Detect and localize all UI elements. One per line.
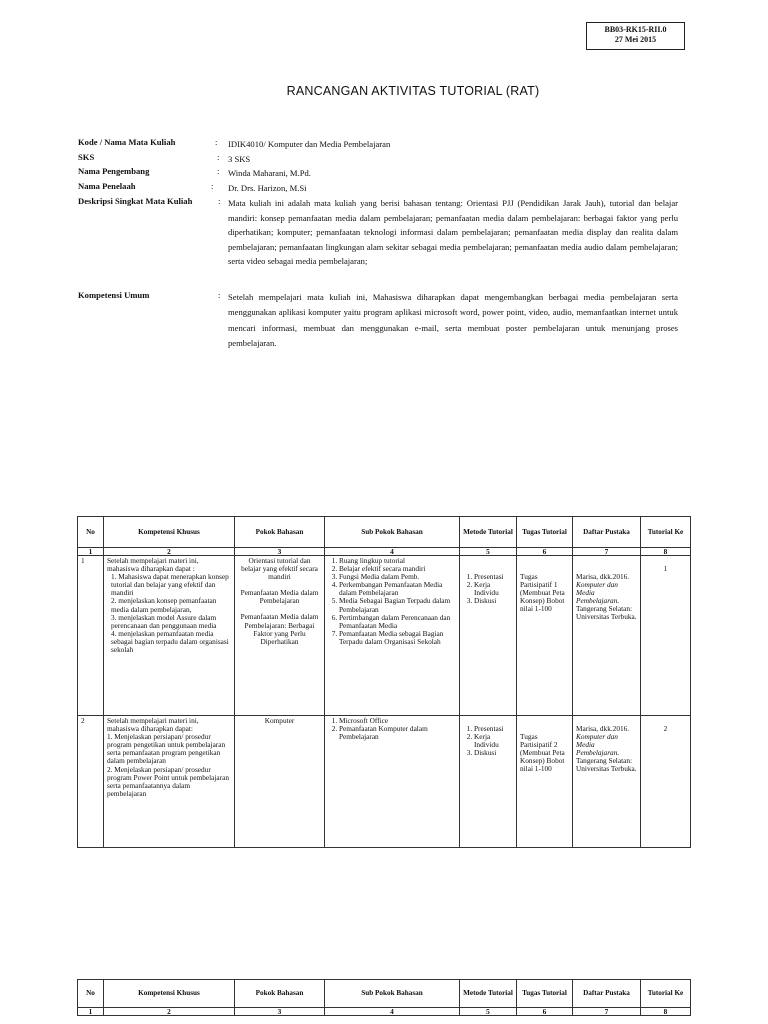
tutorial-ke-cell: 1 — [641, 556, 691, 716]
header-tutorial-ke: Tutorial Ke — [641, 980, 691, 1008]
tugas-tutorial-cell: Tugas Partisipatif 1 (Membuat Peta Konsep) Bobot nilai 1-100 — [517, 556, 573, 716]
info-value: Mata kuliah ini adalah mata kuliah yang berisi bahasan tentang: Orientasi PJJ (Pendidikan Jarak Jauh), tutorial dan belajar mandiri: konsep pemanfaatan media dalam pembelajaran; pemanfaatan media dalam pembelajaran: berbagai faktor yang perlu diperhatikan; komputer; pemanfaatan teknologi informasi dalam pembelajaran; pemanfaatan media display dan realita dalam pembelajaran; pemanfaatan lingkungan alam sekitar sebagai media pembelajaran; pemanfaatan media audio dalam pembelajaran; serta video sebagai media pembelajaran; — [228, 198, 678, 267]
header-metode-tutorial: Metode Tutorial — [460, 980, 517, 1008]
header-kompetensi-khusus: Kompetensi Khusus — [104, 980, 235, 1008]
info-label: Nama Pengembang — [78, 166, 150, 176]
info-label: Deskripsi Singkat Mata Kuliah — [78, 196, 193, 206]
metode-tutorial-cell: 1. Presentasi 2. Kerja Individu 3. Diskusi — [460, 716, 517, 848]
sub-pokok-bahasan-cell: 1. Microsoft Office 2. Pemanfaatan Komputer dalam Pembelajaran — [325, 716, 460, 848]
pokok-bahasan-cell: Orientasi tutorial dan belajar yang efektif secara mandiri Pemanfaatan Media dalam Pembelajaran Pemanfaatan Media dalam Pembelajaran: Berbagai Faktor yang Perlu Diperhatikan — [235, 556, 325, 716]
table-header-row — [78, 980, 691, 1008]
info-label: Kode / Nama Mata Kuliah — [78, 137, 176, 147]
header-no: No — [78, 980, 104, 1008]
info-value: Winda Maharani, M.Pd. — [228, 168, 311, 178]
header-metode-tutorial: Metode Tutorial — [460, 517, 517, 548]
info-value: Setelah mempelajari mata kuliah ini, Mahasiswa diharapkan dapat mengembangkan berbagai media pembelajaran serta menggunakan aplikasi komputer yaitu program aplikasi microsoft word, power point, video, audio, memanfaatkan internet untuk mencari informasi, membuat dan menggunakan e-mail, serta membuat poster pembelajaran untuk menunjang proses pembelajaran. — [228, 291, 678, 349]
header-daftar-pustaka: Daftar Pustaka — [573, 980, 641, 1008]
info-label: Nama Penelaah — [78, 180, 136, 191]
info-row-kode: Kode / Nama Mata Kuliah : IDIK4010/ Komputer dan Media Pembelajaran — [78, 137, 678, 152]
row-no: 1 — [78, 556, 104, 716]
rat-table — [77, 516, 691, 848]
header-pokok-bahasan: Pokok Bahasan — [235, 517, 325, 548]
info-row-kompetensi-umum: Kompetensi Umum : Setelah mempelajari mata kuliah ini, Mahasiswa diharapkan dapat mengembangkan berbagai media pembelajaran serta menggunakan aplikasi komputer yaitu program aplikasi microsoft word, power point, video, audio, memanfaatkan internet untuk mencari informasi, membuat dan menggunakan e-mail, serta membuat poster pembelajaran untuk menunjang proses pembelajaran. — [78, 290, 678, 352]
page-title: RANCANGAN AKTIVITAS TUTORIAL (RAT) — [286, 84, 540, 98]
header-daftar-pustaka: Daftar Pustaka — [573, 517, 641, 548]
header-pokok-bahasan: Pokok Bahasan — [235, 980, 325, 1008]
header-tutorial-ke: Tutorial Ke — [641, 517, 691, 548]
column-number-row: 1 2 3 4 5 6 7 8 — [78, 1008, 691, 1016]
daftar-pustaka-cell: Marisa, dkk.2016. Komputer dan Media Pembelajaran. Tangerang Selatan: Universitas Terbuka. — [573, 556, 641, 716]
pokok-bahasan-cell: Komputer — [235, 716, 325, 848]
info-row-sks: SKS : 3 SKS — [78, 152, 678, 167]
info-row-deskripsi: Deskripsi Singkat Mata Kuliah : Mata kuliah ini adalah mata kuliah yang berisi bahasan tentang: Orientasi PJJ (Pendidikan Jarak Jauh), tutorial dan belajar mandiri: konsep pemanfaatan media dalam pembelajaran; pemanfaatan media dalam pembelajaran: berbagai faktor yang perlu diperhatikan; komputer; pemanfaatan teknologi informasi dalam pembelajaran; pemanfaatan media display dan realita dalam pembelajaran; pemanfaatan lingkungan alam sekitar sebagai media pembelajaran; pemanfaatan media audio dalam pembelajaran; serta video sebagai media pembelajaran; — [78, 196, 678, 269]
document-date: 27 Mei 2015 — [614, 35, 657, 44]
info-value: IDIK4010/ Komputer dan Media Pembelajaran — [228, 139, 391, 149]
document-code: BB03-RK15-RII.0 — [604, 25, 667, 34]
header-tugas-tutorial: Tugas Tutorial — [517, 517, 573, 548]
header-tugas-tutorial: Tugas Tutorial — [517, 980, 573, 1008]
info-label: Kompetensi Umum — [78, 289, 150, 300]
course-info — [78, 137, 678, 352]
tutorial-ke-cell: 2 — [641, 716, 691, 848]
rat-table-continued — [77, 979, 691, 1016]
table-header-row — [78, 517, 691, 548]
tugas-tutorial-cell: Tugas Partisipatif 2 (Membuat Peta Konsep) Bobot nilai 1-100 — [517, 716, 573, 848]
info-label: SKS — [78, 151, 95, 162]
info-value: 3 SKS — [228, 153, 251, 164]
info-value: Dr. Drs. Harizon, M.Si — [228, 182, 307, 193]
kompetensi-khusus-cell: Setelah mempelajari materi ini, mahasiswa diharapkan dapat: 1. Menjelaskan persiapan/ prosedur program pengetikan untuk pembelajaran serta pemanfaatan program pengetikan dalam pembelajaran 2. Menjelaskan persiapan/ prosedur program Power Point untuk pembelajaran serta pemanfaatannya dalam pembelajaran — [104, 716, 235, 848]
column-number-row: 1 2 3 4 5 6 7 8 — [78, 548, 691, 556]
header-sub-pokok-bahasan: Sub Pokok Bahasan — [325, 517, 460, 548]
header-no: No — [78, 517, 104, 548]
info-row-penelaah: Nama Penelaah : Dr. Drs. Harizon, M.Si — [78, 181, 678, 196]
header-sub-pokok-bahasan: Sub Pokok Bahasan — [325, 980, 460, 1008]
header-kompetensi-khusus: Kompetensi Khusus — [104, 517, 235, 548]
table-row — [78, 716, 691, 848]
metode-tutorial-cell: 1. Presentasi 2. Kerja Individu 3. Diskusi — [460, 556, 517, 716]
daftar-pustaka-cell: Marisa, dkk.2016. Komputer dan Media Pembelajaran. Tangerang Selatan: Universitas Terbuka. — [573, 716, 641, 848]
kompetensi-khusus-cell: Setelah mempelajari materi ini, mahasiswa diharapkan dapat : 1. Mahasiswa dapat menerapkan konsep tutorial dan belajar yang efektif dan mandiri 2. menjelaskan konsep pemanfaatan media dalam pembelajaran, 3. menjelaskan model Assure dalam perencanaan dan penggunaan media 4. menjelaskan pemanfaatan media sebagai bagian terpadu dalam organisasi sekolah — [104, 556, 235, 716]
row-no: 2 — [78, 716, 104, 848]
table-row — [78, 556, 691, 716]
sub-pokok-bahasan-cell: 1. Ruang lingkup tutorial 2. Belajar efektif secara mandiri 3. Fungsi Media dalam Pemb. 4. Perkembangan Pemanfaatan Media dalam Pembelajaran 5. Media Sebagai Bagian Terpadu dalam Pembelajaran 6. Pertimbangan dalam Perencanaan dan Pemanfaatan Media 7. Pemanfaatan Media sebagai Bagian Terpadu dalam Organisasi Sekolah — [325, 556, 460, 716]
document-code-box — [586, 22, 685, 50]
info-row-pengembang: Nama Pengembang : Winda Maharani, M.Pd. — [78, 166, 678, 181]
